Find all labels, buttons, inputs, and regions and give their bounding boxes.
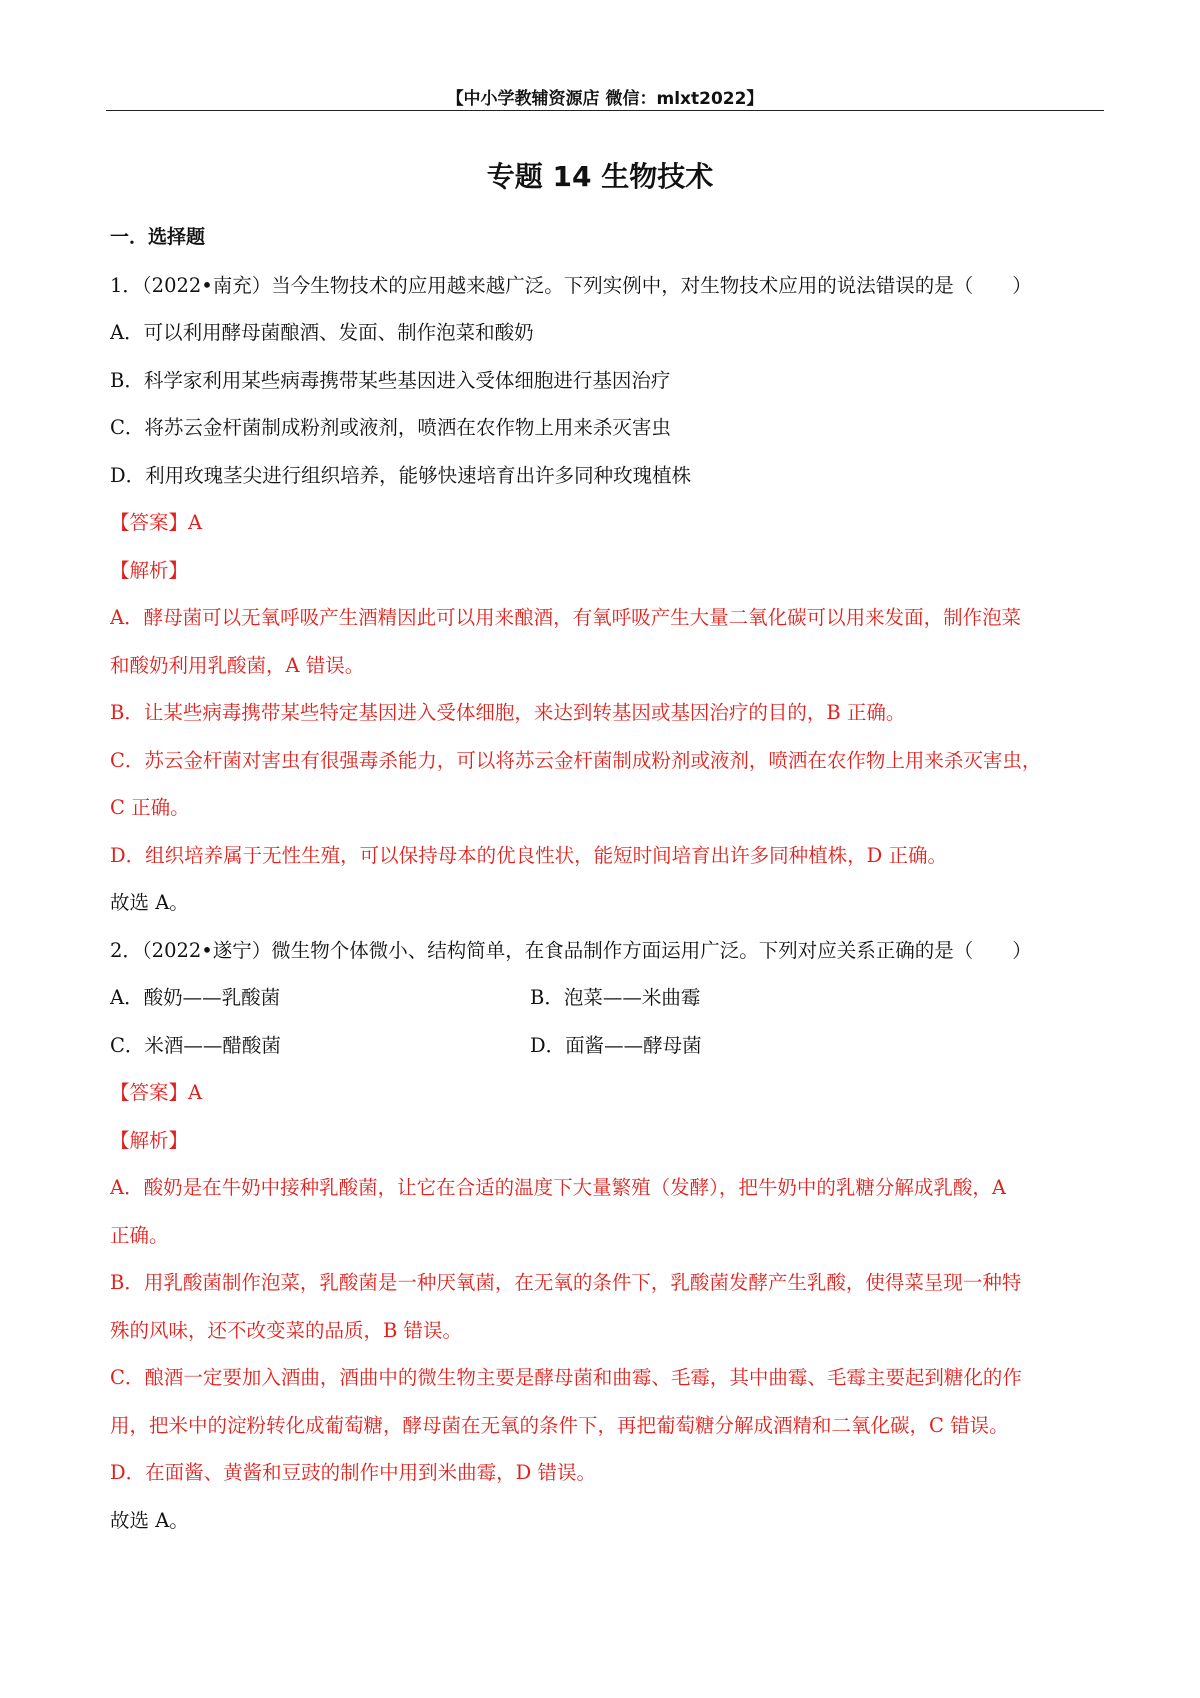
question-1-option-c: C．将苏云金杆菌制成粉剂或液剂，喷洒在农作物上用来杀灭害虫 bbox=[110, 416, 671, 439]
question-1-analysis-line: C．苏云金杆菌对害虫有很强毒杀能力，可以将苏云金杆菌制成粉剂或液剂，喷洒在农作物上用来杀灭害虫， bbox=[110, 748, 1042, 772]
document-body bbox=[110, 214, 1100, 1544]
question-1-option-d: D．利用玫瑰茎尖进行组织培养，能够快速培育出许多同种玫瑰植株 bbox=[110, 463, 692, 487]
question-1-answer: 【答案】A bbox=[110, 511, 203, 534]
question-1-analysis-line: C 正确。 bbox=[110, 796, 190, 819]
question-2-analysis-label: 【解析】 bbox=[110, 1128, 189, 1152]
question-1-option-b: B．科学家利用某些病毒携带某些基因进入受体细胞进行基因治疗 bbox=[110, 368, 671, 392]
question-2-analysis-line: B．用乳酸菌制作泡菜，乳酸菌是一种厌氧菌，在无氧的条件下，乳酸菌发酵产生乳酸，使得菜呈现一种特 bbox=[110, 1271, 1022, 1294]
question-2-stem: 2．（2022•遂宁）微生物个体微小、结构简单，在食品制作方面运用广泛。下列对应关系正确的是（ ） bbox=[110, 938, 1032, 962]
question-1-stem: 1．（2022•南充）当今生物技术的应用越来越广泛。下列实例中，对生物技术应用的说法错误的是（ ） bbox=[110, 273, 1032, 297]
question-2-option-a: A．酸奶——乳酸菌 bbox=[110, 986, 281, 1009]
question-2-option-d: D．面酱——酵母菌 bbox=[530, 1033, 702, 1057]
question-1-analysis-line: A．酵母菌可以无氧呼吸产生酒精因此可以用来酿酒，有氧呼吸产生大量二氧化碳可以用来发面，制作泡菜 bbox=[110, 606, 1022, 629]
question-1-option-a: A．可以利用酵母菌酿酒、发面、制作泡菜和酸奶 bbox=[110, 321, 534, 344]
question-1-analysis-line: B．让某些病毒携带某些特定基因进入受体细胞，来达到转基因或基因治疗的目的，B 正确。 bbox=[110, 701, 906, 724]
section-heading: 一．选择题 bbox=[110, 226, 206, 248]
question-2-conclusion: 故选 A。 bbox=[110, 1508, 189, 1532]
question-2-analysis-line: 正确。 bbox=[110, 1223, 169, 1247]
question-2 bbox=[110, 927, 1100, 1545]
question-2-analysis-line: 用，把米中的淀粉转化成葡萄糖，酵母菌在无氧的条件下，再把葡萄糖分解成酒精和二氧化碳，C 错误。 bbox=[110, 1413, 1009, 1437]
question-2-option-c: C．米酒——醋酸菌 bbox=[110, 1033, 281, 1057]
question-1 bbox=[110, 262, 1100, 927]
question-1-analysis-line: 和酸奶利用乳酸菌，A 错误。 bbox=[110, 653, 365, 677]
question-2-option-b: B．泡菜——米曲霉 bbox=[530, 986, 701, 1009]
question-2-analysis-line: A．酸奶是在牛奶中接种乳酸菌，让它在合适的温度下大量繁殖（发酵），把牛奶中的乳糖分解成乳酸，A bbox=[110, 1176, 1006, 1199]
question-1-conclusion: 故选 A。 bbox=[110, 891, 189, 914]
question-2-options-row-2 bbox=[110, 1022, 1100, 1070]
question-2-analysis-line: 殊的风味，还不改变菜的品质，B 错误。 bbox=[110, 1318, 463, 1342]
question-2-answer: 【答案】A bbox=[110, 1081, 203, 1104]
question-1-analysis-label: 【解析】 bbox=[110, 558, 189, 582]
question-2-analysis-line: C．酿酒一定要加入酒曲，酒曲中的微生物主要是酵母菌和曲霉、毛霉，其中曲霉、毛霉主要起到糖化的作 bbox=[110, 1366, 1022, 1389]
page-header: 【中小学教辅资源店 微信：mlxt2022】 bbox=[446, 89, 764, 109]
question-2-analysis-line: D．在面酱、黄酱和豆豉的制作中用到米曲霉，D 错误。 bbox=[110, 1461, 596, 1484]
header-divider bbox=[106, 110, 1104, 111]
question-2-options-row-1 bbox=[110, 974, 1100, 1022]
question-1-analysis-line: D．组织培养属于无性生殖，可以保持母本的优良性状，能短时间培育出许多同种植株，D 正确。 bbox=[110, 843, 947, 867]
page-title: 专题 14 生物技术 bbox=[486, 160, 714, 193]
